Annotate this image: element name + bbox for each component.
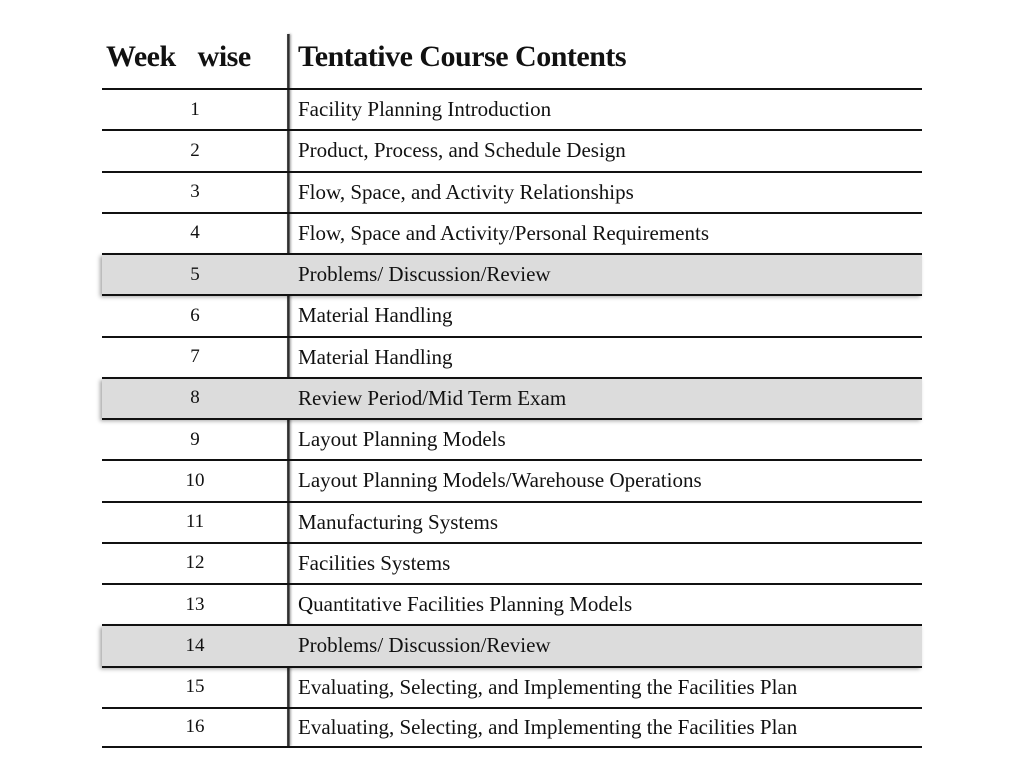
contents-column-header: Tentative Course Contents	[298, 40, 627, 73]
table-row	[102, 459, 922, 500]
table-row	[102, 501, 922, 542]
table-row	[102, 171, 922, 212]
table-row	[102, 253, 922, 294]
week-number: 6	[190, 304, 200, 326]
week-number: 1	[190, 98, 200, 120]
week-number: 11	[185, 511, 205, 533]
course-topic: Evaluating, Selecting, and Implementing the Facilities Plan	[298, 714, 798, 739]
table-row	[102, 583, 922, 624]
table-row	[102, 707, 922, 748]
week-number: 2	[190, 139, 200, 161]
course-topic: Quantitative Facilities Planning Models	[298, 592, 633, 617]
week-number: 12	[185, 552, 205, 574]
table-row	[102, 129, 922, 170]
week-column-header: Week wise	[106, 40, 251, 73]
course-topic: Review Period/Mid Term Exam	[298, 385, 567, 410]
week-number: 16	[185, 716, 205, 738]
course-topic: Material Handling	[298, 344, 453, 369]
week-number: 7	[190, 346, 200, 368]
table-row	[102, 624, 922, 665]
course-topic: Facilities Systems	[298, 550, 451, 575]
course-topic: Flow, Space, and Activity Relationships	[298, 179, 634, 204]
course-topic: Material Handling	[298, 303, 453, 328]
week-number: 14	[185, 634, 205, 656]
week-number: 9	[190, 428, 200, 450]
table-row	[102, 294, 922, 335]
week-number: 10	[185, 469, 205, 491]
week-number: 8	[190, 387, 200, 409]
course-topic: Layout Planning Models/Warehouse Operations	[298, 468, 702, 493]
table-row	[102, 336, 922, 377]
table-row	[102, 666, 922, 707]
table-row	[102, 418, 922, 459]
course-topic: Facility Planning Introduction	[298, 97, 552, 122]
table-row	[102, 88, 922, 129]
course-topic: Manufacturing Systems	[298, 509, 499, 534]
week-number: 4	[190, 222, 200, 244]
course-topic: Flow, Space and Activity/Personal Requirements	[298, 220, 709, 245]
schedule-table	[102, 88, 922, 748]
week-number: 5	[190, 263, 200, 285]
week-number: 13	[185, 593, 205, 615]
table-row	[102, 377, 922, 418]
table-row	[102, 542, 922, 583]
course-topic: Problems/ Discussion/Review	[298, 633, 551, 658]
course-topic: Evaluating, Selecting, and Implementing the Facilities Plan	[298, 674, 798, 699]
week-number: 3	[190, 181, 200, 203]
course-topic: Product, Process, and Schedule Design	[298, 138, 626, 163]
table-header	[0, 36, 1024, 84]
week-number: 15	[185, 676, 205, 698]
course-topic: Layout Planning Models	[298, 427, 506, 452]
course-topic: Problems/ Discussion/Review	[298, 262, 551, 287]
table-row	[102, 212, 922, 253]
